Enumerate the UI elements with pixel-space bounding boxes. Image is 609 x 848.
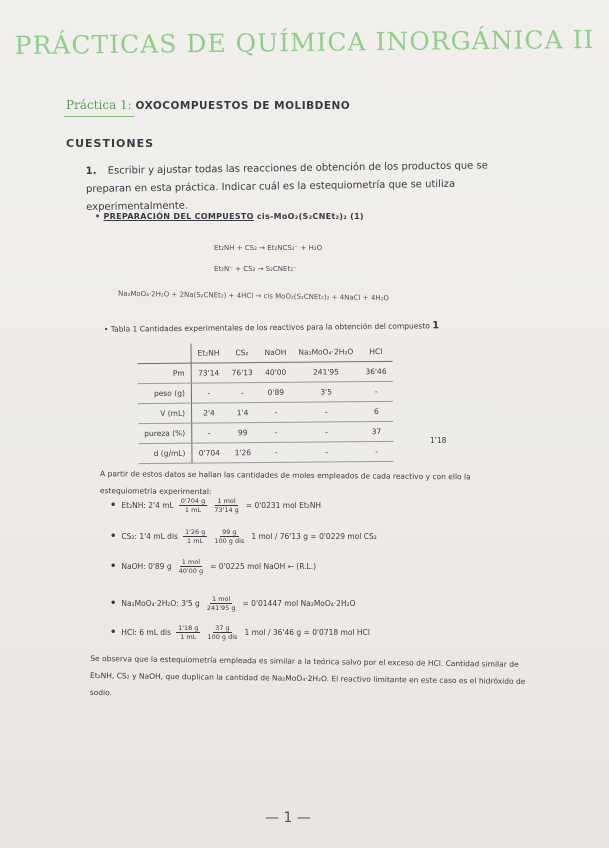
table-cell: pureza (%) [138,423,192,443]
table-cell: 73'14 [191,363,226,383]
calc-label: Na₂MoO₄·2H₂O: 3'5 g [121,599,200,608]
table-cell: 1'4 [226,403,259,423]
table-cell: - [259,442,293,462]
calc-cs2: • CS₂: 1'4 mL dis $\frac{1'26 g}{1 mL}$ $\frac{99 g}{\text{100 g dis}}$ 1 mol / 76'13 g = 0'0229 mol CS₂ [110,528,377,545]
table-cell: - [259,402,293,422]
table-extra-value: 1'18 [430,436,447,445]
calc-naoh: • NaOH: 0'89 g $\frac{\text{1 mol}}{40'00 g}$ = 0'0225 mol NaOH ← (R.L.) [110,558,317,575]
paragraph-conclusion: Se observa que la estequiometría empleada es similar a la teórica salvo por el exceso de HCl. Cantidad similar de Et₂NH, CS₂ y NaOH, que duplican la cantidad de Na₂MoO₄·2H₂O. El reactivo limitante en este caso es el hidróxido de sodio. [89,653,526,698]
reagents-table [137,342,393,464]
underline-divider [64,116,134,117]
table-cell: 36'46 [359,361,392,381]
table-cell: - [293,402,360,423]
fraction: $\frac{37 g}{\text{100 g dis}}$ [207,624,238,641]
table-caption-text: Tabla 1 Cantidades experimentales de los reactivos para la obtención del compuesto [110,321,430,334]
table-row [138,381,393,403]
calc-label: CS₂: 1'4 mL dis [121,532,178,541]
table-cell: - [293,442,360,463]
calc-hcl: • HCl: 6 mL dis $\frac{1'18 g}{1 mL}$ $\frac{37 g}{\text{100 g dis}}$ 1 mol / 36'46 g = 0'0718 mol HCl [110,624,370,641]
table-cell: 0'704 [192,443,227,463]
table-header [137,344,191,364]
section-heading: CUESTIONES [66,137,155,150]
table-cell: 2'4 [191,403,226,423]
table-header: NaOH [259,343,293,363]
calc-label: NaOH: 0'89 g [121,562,172,571]
preparation-heading: • PREPARACIÓN DEL COMPUESTO cis-MoO₂(S₂CNEt₂)₂ (1) [95,212,364,221]
table-cell: 76'13 [226,363,259,383]
fraction: $\frac{\text{1 mol}}{73'14 g}$ [214,497,239,514]
table-header: Na₂MoO₄·2H₂O [292,342,359,362]
table-header: CS₂ [225,343,258,363]
table-cell: - [293,422,360,443]
table-cell: - [191,383,226,403]
table-cell: - [226,383,259,403]
table-cell: 37 [360,421,393,441]
question-1 [86,157,512,217]
table-cell: 0'89 [259,382,293,402]
page-title: PRÁCTICAS DE QUÍMICA INORGÁNICA II [14,24,595,61]
table-cell: - [259,422,293,442]
practice-heading [66,98,350,112]
question-number: 1. [85,165,97,177]
table-cell: - [360,441,393,461]
table-header-row [137,342,392,364]
table-caption-number: 1 [432,320,440,332]
table-row [138,441,393,463]
preparation-label: PREPARACIÓN DEL COMPUESTO [103,212,254,221]
table-cell: peso (g) [138,383,192,403]
calc-et2nh: • Et₂NH: 2'4 mL $\frac{0'704 g}{1 mL}$ $\frac{\text{1 mol}}{73'14 g}$ = 0'0231 mol Et₂NH [110,497,322,514]
practice-title: OXOCOMPUESTOS DE MOLIBDENO [135,100,351,112]
table-cell: 99 [226,423,259,443]
table-cell: 1'26 [226,443,259,463]
reaction-3: Na₂MoO₄·2H₂O + 2Na(S₂CNEt₂) + 4HCl → cis MoO₂(S₂CNEt₂)₂ + 4NaCl + 4H₂O [117,289,389,303]
fraction: $\frac{99 g}{\text{100 g dis}}$ [214,528,245,545]
preparation-compound: cis-MoO₂(S₂CNEt₂)₂ (1) [256,212,364,221]
fraction: $\frac{\text{1 mol}}{241'95 g}$ [206,595,236,612]
fraction: $\frac{0'704 g}{1 mL}$ [180,497,206,514]
table-row [138,421,393,443]
table-cell: Pm [138,363,192,383]
calc-na2moo4: • Na₂MoO₄·2H₂O: 3'5 g $\frac{\text{1 mol}}{241'95 g}$ = 0'01447 mol Na₂MoO₄·2H₂O [110,595,356,612]
table-cell: d (g/mL) [138,443,192,463]
table-header: Et₂NH [191,343,226,363]
table-cell: 6 [360,401,393,421]
reaction-1: Et₂NH + CS₂ → Et₂NCS₂⁻ + H₂O [214,244,323,252]
calc-result: 1 mol / 36'46 g = 0'0718 mol HCl [244,628,370,637]
table-cell: 241'95 [292,362,359,383]
calc-label: Et₂NH: 2'4 mL [121,501,174,510]
table-header: HCl [359,342,392,362]
reaction-2: Et₂N⁻ + CS₂ → S₂CNEt₂⁻ [214,265,297,273]
calc-label: HCl: 6 mL dis [121,628,172,637]
calc-result: = 0'0225 mol NaOH ← (R.L.) [210,562,317,571]
table-row [138,361,393,383]
table-caption: • Tabla 1 Cantidades experimentales de los reactivos para la obtención del compuesto 1 [103,320,440,334]
calc-result: 1 mol / 76'13 g = 0'0229 mol CS₂ [251,532,377,541]
table-row [138,401,393,423]
question-text: Escribir y ajustar todas las reacciones de obtención de los productos que se preparan en esta práctica. Indicar cuál es la estequiometría que se utiliza experimentalmente. [85,160,488,213]
page-number: — 1 — [265,810,311,826]
table-cell: V (mL) [138,403,192,423]
fraction: $\frac{1'26 g}{1 mL}$ [184,528,206,545]
calc-result: = 0'0231 mol Et₂NH [245,501,322,510]
practice-label: Práctica 1: [66,98,132,112]
table-cell: - [192,423,227,443]
table-cell: 40'00 [259,362,293,382]
fraction: $\frac{\text{1 mol}}{40'00 g}$ [178,558,204,575]
fraction: $\frac{1'18 g}{1 mL}$ [178,624,199,641]
paragraph-intro: A partir de estos datos se hallan las cantidades de moles empleados de cada reactivo y con ello la estequiometría experimental: [99,469,471,497]
calc-result: = 0'01447 mol Na₂MoO₄·2H₂O [242,599,356,608]
table-cell: - [360,381,393,401]
table-cell: 3'5 [293,382,360,403]
